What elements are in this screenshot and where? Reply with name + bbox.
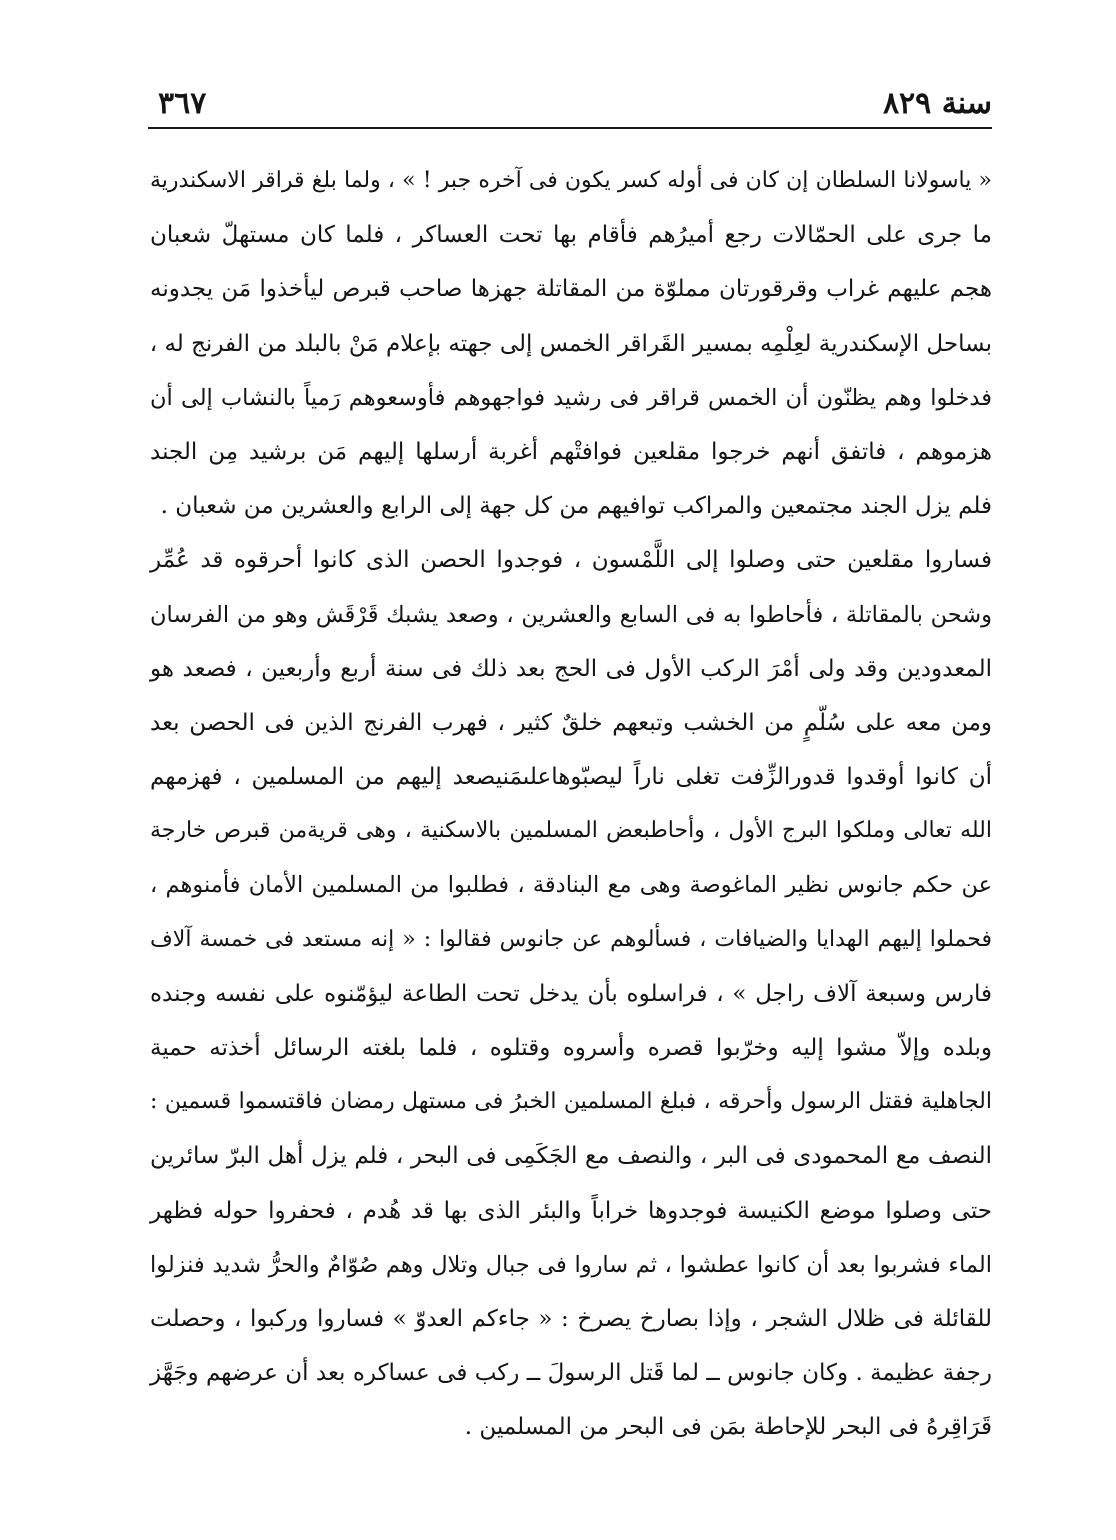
text-line: هزموهم ، فاتفق أنهم خرجوا مقلعين فوافتْهم أغربة أرسلها إليهم مَن برشيد مِن الجند bbox=[150, 438, 992, 465]
text-line: رجفة عظيمة . وكان جانوس ــ لما قَتل الرسولَ ــ ركب فى عساكره بعد أن عرضهم وجَهَّز bbox=[150, 1360, 992, 1387]
text-line: النصف مع المحمودى فى البر ، والنصف مع الجَكَمِى فى البحر ، فلم يزل أهل البرّ سائرين bbox=[150, 1143, 992, 1170]
text-line: فدخلوا وهم يظنّون أن الخمس قراقر فى رشيد فواجهوهم فأوسعوهم رَمياً بالنشاب إلى أن bbox=[150, 384, 992, 411]
text-line: للقائلة فى ظلال الشجر ، وإذا بصارخ يصرخ : « جاءكم العدوّ » فساروا وركبوا ، وحصلت bbox=[150, 1305, 992, 1332]
text-line: وشحن بالمقاتلة ، فأحاطوا به فى السابع والعشرين ، وصعد يشبك قَرْقَش وهو من الفرسان bbox=[150, 601, 992, 628]
text-line: فساروا مقلعين حتى وصلوا إلى اللَّمْسون ، فوجدوا الحصن الذى كانوا أحرقوه قد عُمِّر bbox=[150, 547, 992, 574]
text-line: وبلده وإلاّ مشوا إليه وخرّبوا قصره وأسروه وقتلوه ، فلما بلغته الرسائل أخذته حمية bbox=[150, 1035, 992, 1061]
text-line: فحملوا إليهم الهدايا والضيافات ، فسألوهم عن جانوس فقالوا : « إنه مستعد فى خمسة آلاف bbox=[150, 926, 992, 952]
text-line: الماء فشربوا بعد أن كانوا عطشوا ، ثم ساروا فى جبال وتلال وهم صُوّامٌ والحرُّ شديد فنزلوا bbox=[150, 1251, 992, 1278]
text-line: قَرَاقِرهُ فى البحر للإحاطة بمَن فى البحر من المسلمين . bbox=[464, 1414, 992, 1441]
text-line: المعدودين وقد ولى أمْرَ الركب الأول فى الحج بعد ذلك فى سنة أربع وأربعين ، فصعد هو bbox=[150, 655, 992, 682]
header-rule bbox=[148, 127, 992, 129]
text-line: الجاهلية فقتل الرسول وأحرقه ، فبلغ المسلمين الخبرُ فى مستهل رمضان فاقتسموا قسمين : bbox=[150, 1089, 992, 1115]
text-line: هجم عليهم غراب وقرقورتان مملوّة من المقاتلة جهزها صاحب قبرص ليأخذوا مَن يجدونه bbox=[150, 276, 992, 303]
page-number: ٣٦٧ bbox=[158, 86, 207, 121]
text-line: بساحل الإسكندرية لعِلْمِه بمسير القَراقر الخمس إلى جهته بإعلام مَنْ بالبلد من الفرنج له ، bbox=[149, 330, 992, 357]
text-line: « ياسولانا السلطان إن كان فى أوله كسر يكون فى آخره جبر ! » ، ولما بلغ قراقر الاسكندرية bbox=[150, 168, 992, 193]
text-line: ومن معه على سُلّمٍ من الخشب وتبعهم خلقٌ كثير ، فهرب الفرنج الذين فى الحصن بعد bbox=[150, 709, 992, 736]
text-line: فارس وسبعة آلاف راجل » ، فراسلوه بأن يدخل تحت الطاعة ليؤمّنوه على نفسه وجنده bbox=[150, 980, 992, 1007]
text-line: ما جرى على الحمّالات رجع أميرُهم فأقام بها تحت العساكر ، فلما كان مستهلّ شعبان bbox=[150, 222, 992, 249]
text-line: الله تعالى وملكوا البرج الأول ، وأحاطبعض المسلمين بالاسكنية ، وهى قريةمن قبرص خارجة bbox=[150, 818, 992, 844]
body-text bbox=[150, 154, 992, 1455]
text-line: حتى وصلوا موضع الكنيسة فوجدوها خراباً والبئر الذى بها قد هُدم ، فحفروا حوله فظهر bbox=[150, 1197, 992, 1224]
text-line: أن كانوا أوقدوا قدورالزِّفت تغلى ناراً ليصبّوهاعلىمَنيصعد إليهم من المسلمين ، فهزمهم bbox=[150, 764, 992, 791]
running-head-year: سنة ٨٢٩ bbox=[882, 86, 992, 121]
page-header bbox=[148, 80, 992, 128]
text-line: فلم يزل الجند مجتمعين والمراكب توافيهم من كل جهة إلى الرابع والعشرين من شعبان . bbox=[160, 493, 992, 520]
text-line: عن حكم جانوس نظير الماغوصة وهى مع البنادقة ، فطلبوا من المسلمين الأمان فأمنوهم ، bbox=[150, 872, 992, 899]
